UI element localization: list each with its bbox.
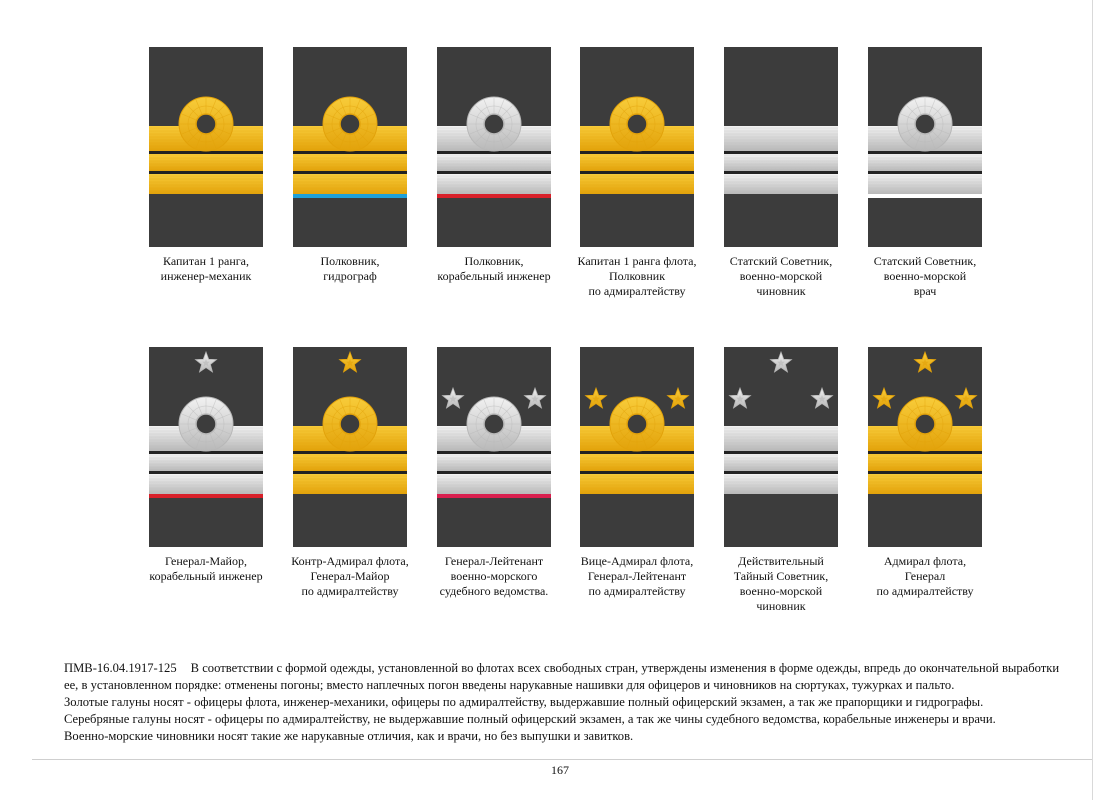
shoulder-board xyxy=(149,47,263,247)
insignia-caption xyxy=(126,254,286,284)
silver-stripes xyxy=(724,426,838,494)
caption-line: по адмиралтейству xyxy=(588,284,686,298)
caption-line: по адмиралтейству xyxy=(588,584,686,598)
insignia-caption xyxy=(557,554,717,599)
shoulder-board xyxy=(580,347,694,547)
silver-stripes xyxy=(724,126,838,194)
shoulder-board xyxy=(293,347,407,547)
caption-line: военно-морской xyxy=(739,269,823,283)
caption-line: чиновник xyxy=(756,599,806,613)
loop-icon xyxy=(898,397,952,451)
piping-crimson xyxy=(437,494,551,498)
caption-line: военно-морской xyxy=(739,584,823,598)
insignia-caption xyxy=(701,254,861,299)
caption-line: Генерал xyxy=(904,569,946,583)
insignia-caption xyxy=(270,254,430,284)
loop-icon xyxy=(323,397,377,451)
shoulder-board xyxy=(149,347,263,547)
caption-line: Полковник, xyxy=(464,254,524,268)
caption-line: по адмиралтейству xyxy=(876,584,974,598)
shoulder-board xyxy=(724,47,838,247)
loop-icon xyxy=(179,397,233,451)
caption-line: Тайный Советник, xyxy=(733,569,829,583)
caption-line: инженер-механик xyxy=(160,269,252,283)
paragraph-silver: Серебряные галуны носят - офицеры по адмиралтейству, не выдержавшие полный офицерский экзамен, а так же чины судебного ведомства, корабельные инженеры и врачи. xyxy=(64,712,996,726)
shoulder-board xyxy=(293,47,407,247)
page-number: 167 xyxy=(551,763,569,777)
insignia-caption xyxy=(270,554,430,599)
shoulder-board xyxy=(724,347,838,547)
caption-line: Действительный xyxy=(738,554,824,568)
page-frame-line xyxy=(1092,0,1093,800)
loop-icon xyxy=(323,97,377,151)
caption-line: Генерал-Майор, xyxy=(165,554,247,568)
caption-line: корабельный инженер xyxy=(437,269,551,283)
piping-blue xyxy=(293,194,407,198)
caption-line: гидрограф xyxy=(323,269,377,283)
caption-line: Генерал-Лейтенант xyxy=(587,569,687,583)
loop-icon xyxy=(610,97,664,151)
piping-white xyxy=(868,194,982,198)
caption-line: Адмирал флота, xyxy=(883,554,967,568)
caption-line: Генерал-Майор xyxy=(310,569,390,583)
caption-line: Вице-Адмирал флота, xyxy=(580,554,694,568)
insignia-caption xyxy=(414,254,574,284)
shoulder-board xyxy=(868,47,982,247)
document-code: ПМВ-16.04.1917-125 xyxy=(64,661,177,675)
paragraph-gold: Золотые галуны носят - офицеры флота, инженер-механики, офицеры по адмиралтейству, выдержавшие полный офицерский экзамен, а так же прапорщики и гидрографы. xyxy=(64,695,984,709)
insignia-caption xyxy=(701,554,861,614)
insignia-caption xyxy=(845,554,1005,599)
paragraph-intro: В соответствии с формой одежды, установленной во флотах всех свободных стран, утверждены изменения в форме одежды, впредь до окончательной выработки ее, в установленном порядке: отменены погоны; вместо наплечных погон введены нарукавные нашивки для офицеров и чиновников на сюртуках, тужурках и пальто. xyxy=(64,661,1060,692)
caption-line: врач xyxy=(913,284,937,298)
caption-line: Контр-Адмирал флота, xyxy=(291,554,409,568)
caption-line: корабельный инженер xyxy=(149,569,263,583)
shoulder-board xyxy=(868,347,982,547)
caption-line: судебного ведомства. xyxy=(439,584,549,598)
caption-line: Капитан 1 ранга флота, xyxy=(577,254,697,268)
insignia-caption xyxy=(414,554,574,599)
shoulder-board xyxy=(580,47,694,247)
insignia-caption xyxy=(557,254,717,299)
caption-line: военно-морского xyxy=(450,569,538,583)
loop-icon xyxy=(467,97,521,151)
loop-icon xyxy=(898,97,952,151)
caption-line: Полковник xyxy=(608,269,666,283)
page-bottom-rule xyxy=(32,759,1092,760)
shoulder-board xyxy=(437,347,551,547)
loop-icon xyxy=(467,397,521,451)
insignia-caption xyxy=(845,254,1005,299)
description-text xyxy=(64,660,1074,745)
caption-line: Капитан 1 ранга, xyxy=(163,254,249,268)
piping-red xyxy=(437,194,551,198)
caption-line: Генерал-Лейтенант xyxy=(444,554,544,568)
paragraph-officials: Военно-морские чиновники носят такие же нарукавные отличия, как и врачи, но без выпушки и завитков. xyxy=(64,729,634,743)
loop-icon xyxy=(179,97,233,151)
insignia-caption xyxy=(126,554,286,584)
caption-line: по адмиралтейству xyxy=(301,584,399,598)
caption-line: Полковник, xyxy=(320,254,380,268)
shoulder-board xyxy=(437,47,551,247)
caption-line: Статский Советник, xyxy=(873,254,977,268)
caption-line: чиновник xyxy=(756,284,806,298)
loop-icon xyxy=(610,397,664,451)
piping-red xyxy=(149,494,263,498)
caption-line: Статский Советник, xyxy=(729,254,833,268)
caption-line: военно-морской xyxy=(883,269,967,283)
